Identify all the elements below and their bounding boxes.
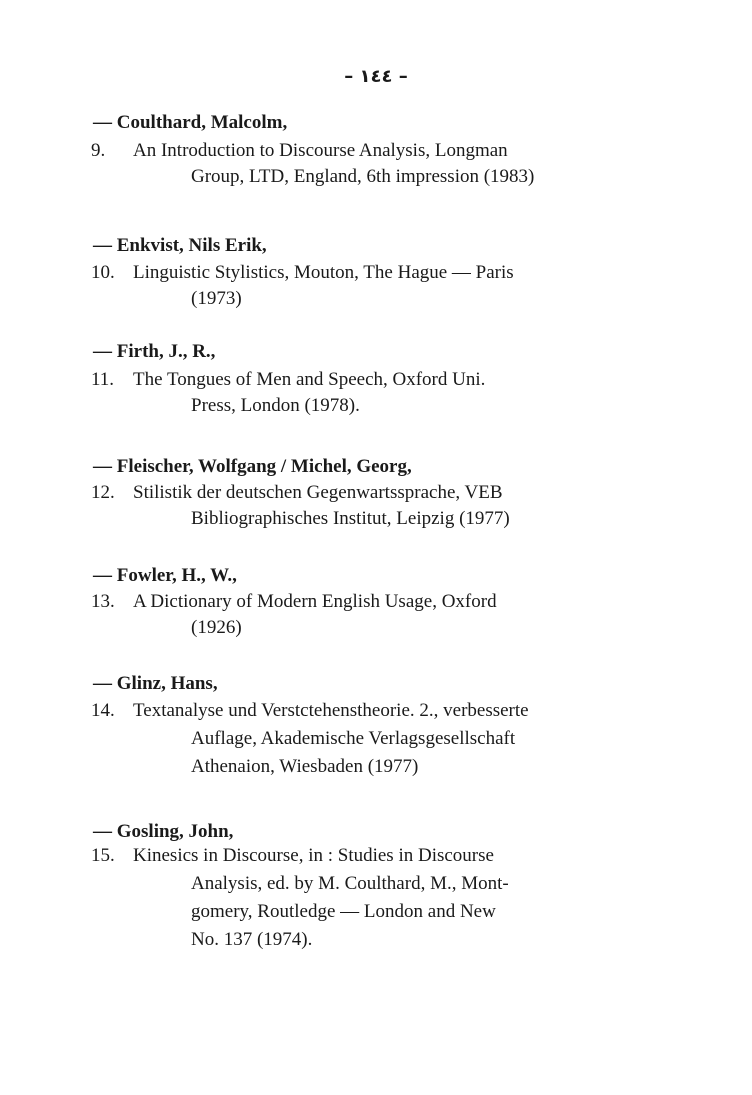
reference-number: 10.: [91, 262, 115, 283]
reference-line: Press, London (1978).: [191, 395, 360, 416]
reference-line: A Dictionary of Modern English Usage, Oxford: [133, 591, 497, 612]
reference-line: (1973): [191, 288, 242, 309]
reference-line: Analysis, ed. by M. Coulthard, M., Mont-: [191, 873, 509, 894]
reference-author: — Fowler, H., W.,: [93, 565, 237, 586]
reference-number: 13.: [91, 591, 115, 612]
reference-number: 14.: [91, 700, 115, 721]
reference-number: 12.: [91, 482, 115, 503]
reference-line: An Introduction to Discourse Analysis, Longman: [133, 140, 508, 161]
reference-line: No. 137 (1974).: [191, 929, 313, 950]
reference-author: — Glinz, Hans,: [93, 673, 218, 694]
reference-line: Athenaion, Wiesbaden (1977): [191, 756, 419, 777]
page-number: – ١٤٤ –: [344, 66, 408, 87]
reference-number: 11.: [91, 369, 115, 390]
reference-author: — Fleischer, Wolfgang / Michel, Georg,: [93, 456, 412, 477]
reference-line: Linguistic Stylistics, Mouton, The Hague — Paris: [133, 262, 514, 283]
reference-line: Stilistik der deutschen Gegenwartssprache, VEB: [133, 482, 503, 503]
reference-number: 9.: [91, 140, 106, 161]
reference-author: — Firth, J., R.,: [93, 341, 216, 362]
reference-line: The Tongues of Men and Speech, Oxford Uni.: [133, 369, 486, 390]
reference-author: — Gosling, John,: [93, 821, 234, 842]
reference-line: Kinesics in Discourse, in : Studies in Discourse: [133, 845, 494, 866]
reference-line: Bibliographisches Institut, Leipzig (1977): [191, 508, 510, 529]
reference-number: 15.: [91, 845, 115, 866]
reference-author: — Coulthard, Malcolm,: [93, 112, 288, 133]
reference-line: Auflage, Akademische Verlagsgesellschaft: [191, 728, 516, 749]
reference-line: Textanalyse und Verstctehenstheorie. 2., verbesserte: [133, 700, 529, 721]
reference-line: Group, LTD, England, 6th impression (1983): [191, 166, 535, 187]
reference-line: gomery, Routledge — London and New: [191, 901, 496, 922]
reference-author: — Enkvist, Nils Erik,: [93, 235, 267, 256]
reference-line: (1926): [191, 617, 242, 638]
